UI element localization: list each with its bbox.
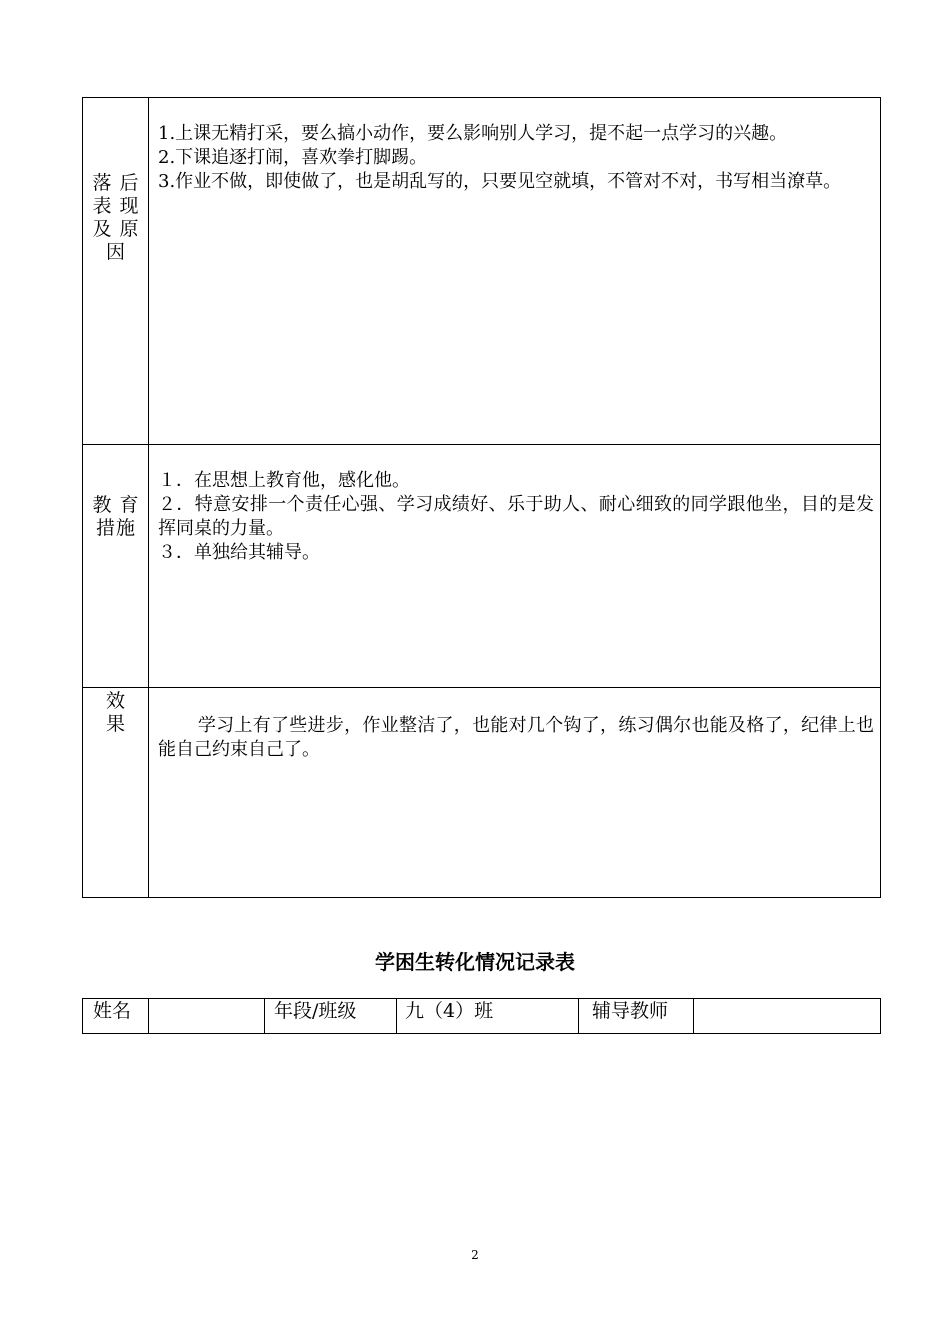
- row-content-lag-reasons: [158, 122, 874, 194]
- row-label-measures: 教 育 措施: [92, 494, 140, 539]
- page-number: 2: [471, 1248, 479, 1262]
- content-line: 2.下课追逐打闹，喜欢拳打脚踢。: [158, 147, 428, 168]
- content-line: ３．单独给其辅导。: [158, 542, 320, 563]
- name-label: 姓名: [93, 1000, 132, 1022]
- row-label-lag-reasons: 落 后 表 现 及 原 因: [92, 172, 140, 263]
- row-content-measures: [158, 469, 874, 565]
- content-line: ２．特意安排一个责任心强、学习成绩好、乐于助人、耐心细致的同学跟他坐，目的是发挥同桌的力量。: [158, 494, 874, 539]
- row-label-effect: 效 果: [105, 690, 126, 735]
- content-line: 3.作业不做，即使做了，也是胡乱写的，只要见空就填，不管对不对，书写相当潦草。: [158, 171, 842, 192]
- grade-value: 九（4）班: [405, 1000, 494, 1022]
- tutor-label: 辅导教师: [592, 1000, 669, 1022]
- grade-label: 年段/班级: [274, 1000, 357, 1022]
- content-line: １．在思想上教育他，感化他。: [158, 470, 410, 491]
- content-line: 学习上有了些进步，作业整洁了，也能对几个钩了，练习偶尔也能及格了，纪律上也能自己约束自己了。: [158, 715, 874, 760]
- content-line: 1.上课无精打采，要么搞小动作，要么影响别人学习，提不起一点学习的兴趣。: [158, 123, 788, 144]
- form-title: 学困生转化情况记录表: [375, 950, 575, 974]
- row-content-effect: [158, 714, 874, 762]
